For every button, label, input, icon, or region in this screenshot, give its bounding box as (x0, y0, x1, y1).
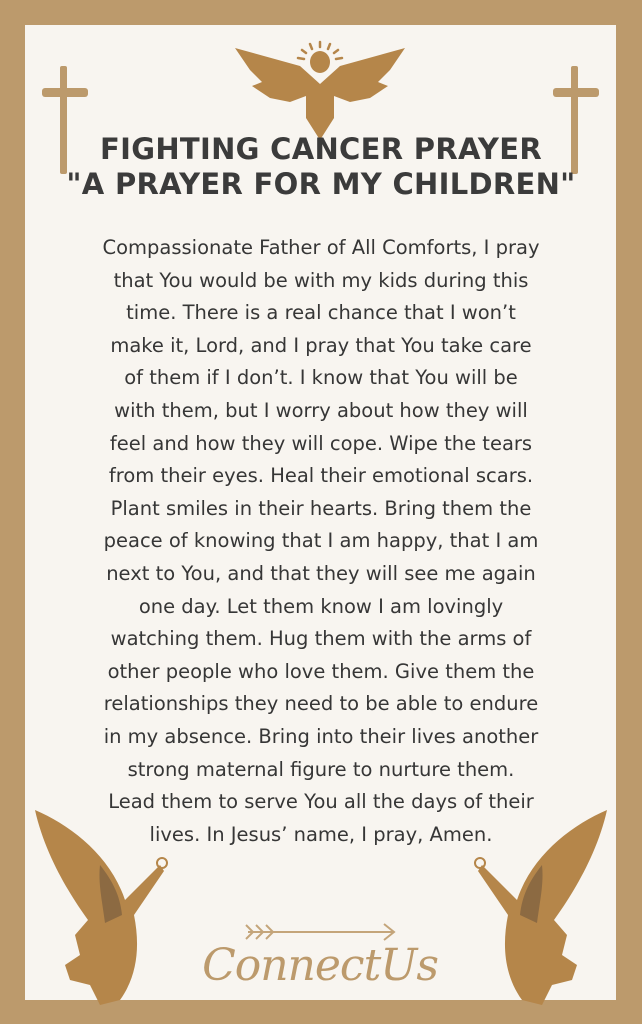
prayer-line: strong maternal figure to nurture them. (127, 757, 515, 781)
winged-emblem-icon (230, 40, 410, 140)
angel-icon-right (472, 805, 612, 1005)
prayer-line: watching them. Hug them with the arms of (110, 627, 532, 651)
title-line-1: FIGHTING CANCER PRAYER (100, 132, 542, 166)
prayer-line: from their eyes. Heal their emotional scars. (108, 464, 534, 488)
prayer-line: next to You, and that they will see me again (106, 561, 536, 585)
prayer-line: peace of knowing that I am happy, that I am (103, 529, 539, 553)
prayer-line: Compassionate Father of All Comforts, I pray (102, 236, 540, 259)
prayer-line: relationships they need to be able to endure (103, 692, 539, 716)
prayer-line: feel and how they will cope. Wipe the tears (109, 431, 533, 455)
prayer-line: other people who love them. Give them the (107, 659, 535, 683)
prayer-line: time. There is a real chance that I won’t (126, 301, 516, 325)
prayer-line: make it, Lord, and I pray that You take care (110, 333, 532, 357)
title-line-2: "A PRAYER FOR MY CHILDREN" (66, 167, 576, 201)
angel-icon-left (30, 805, 170, 1005)
prayer-line: in my absence. Bring into their lives another (103, 724, 539, 748)
prayer-line: of them if I don’t. I know that You will be (124, 366, 518, 390)
prayer-line: lives. In Jesus’ name, I pray, Amen. (149, 822, 493, 846)
prayer-line: Lead them to serve You all the days of their (108, 790, 534, 814)
prayer-line: Plant smiles in their hearts. Bring them the (110, 496, 532, 520)
prayer-body (30, 232, 612, 851)
connectus-logo: ConnectUs (202, 940, 438, 991)
prayer-line: one day. Let them know I am lovingly (138, 594, 504, 618)
prayer-line: that You would be with my kids during this (113, 268, 529, 292)
prayer-title (0, 132, 642, 202)
prayer-line: with them, but I worry about how they will (114, 398, 528, 422)
